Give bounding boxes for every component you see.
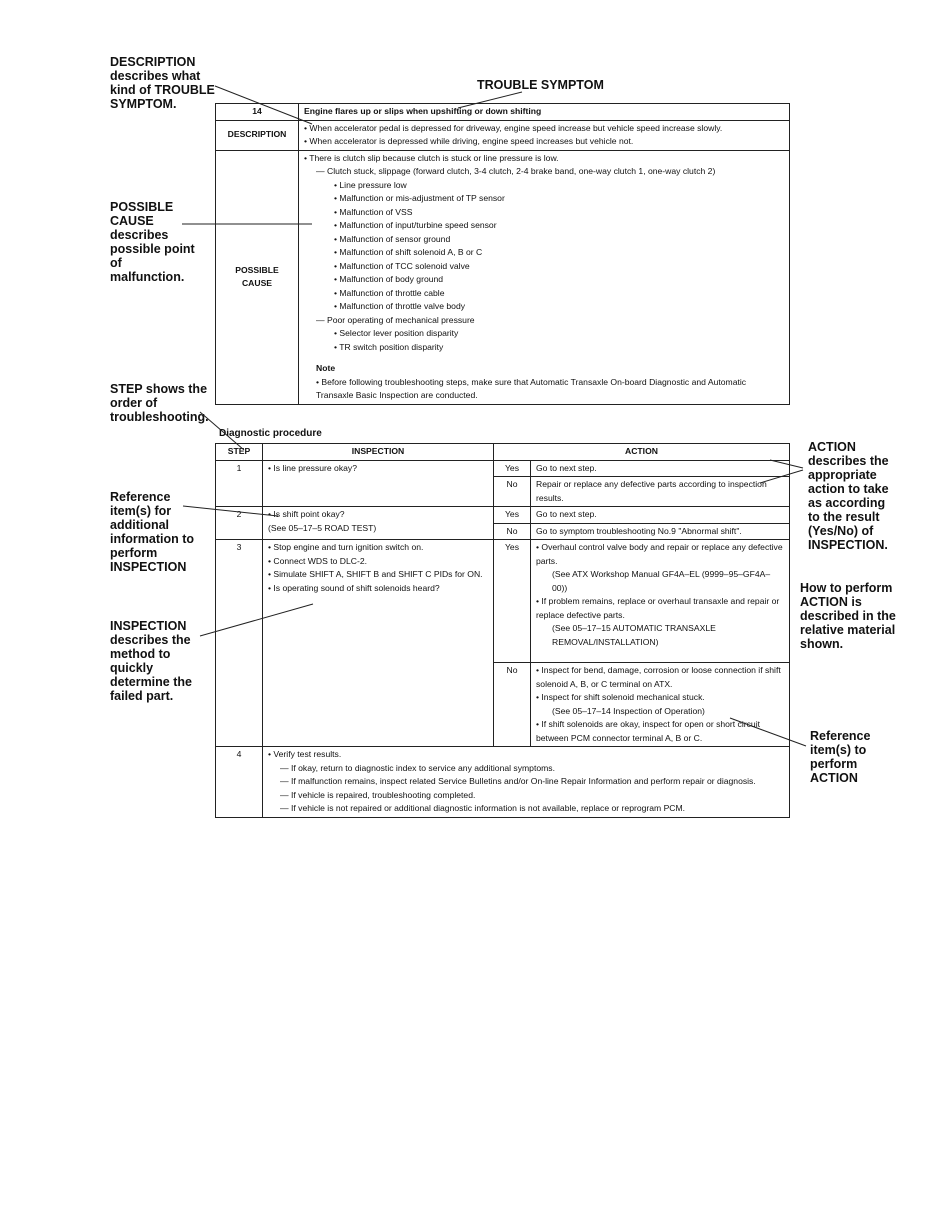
action-line: • If shift solenoids are okay, inspect for open or short circuit between PCM connector terminal A, B or C. [536,719,761,743]
cause-group-1: — Clutch stuck, slippage (forward clutch, 3-4 clutch, 2-4 brake band, one-way clutch 1, one-way clutch 2) [316,166,716,176]
action-line: • Overhaul control valve body and repair or replace any defective parts. [536,542,783,566]
action-text: Repair or replace any defective parts according to inspection results. [531,477,790,507]
action-reference: (See 05–17–14 Inspection of Operation) [552,705,705,716]
no-label: No [494,477,531,507]
cause-item: • Line pressure low [334,179,407,190]
action-text: Go to next step. [531,460,790,477]
action-line: • Inspect for shift solenoid mechanical stuck. [536,692,705,702]
cause-item: • Malfunction of VSS [334,206,413,217]
cause-item: • Selector lever position disparity [334,328,459,338]
diagnostic-header-row [216,444,790,461]
yes-label: Yes [494,460,531,477]
step-number: 2 [216,507,263,540]
cause-item: • TR switch position disparity [334,341,444,352]
inspection-reference: (See 05–17–5 ROAD TEST) [268,522,377,533]
action-reference: (See ATX Workshop Manual GF4A–EL (9999–95–GF4A–00)) [552,569,771,593]
action-reference: (See 05–17–15 AUTOMATIC TRANSAXLE REMOVAL/INSTALLATION) [552,623,716,647]
no-label: No [494,663,531,747]
callout-possible-cause: POSSIBLE CAUSE describes possible point of malfunction. [110,200,195,284]
cause-group-2: — Poor operating of mechanical pressure [316,314,475,325]
callout-how-to-perform: How to perform ACTION is described in the relative material shown. [800,581,896,651]
cause-item: • Malfunction of body ground [334,274,444,284]
possible-cause-label: POSSIBLE CAUSE [216,150,299,404]
step-inspection [263,507,494,540]
action-line: • Inspect for bend, damage, corrosion or loose connection if shift solenoid A, B, or C terminal on ATX. [536,665,781,689]
header-action: ACTION [494,444,790,461]
symptom-number: 14 [216,104,299,121]
inspection-line: • Simulate SHIFT A, SHIFT B and SHIFT C PIDs for ON. [268,569,483,579]
possible-cause-content [299,150,790,404]
inspection-line: • Is operating sound of shift solenoids heard? [268,582,440,593]
callout-reference-inspection: Reference item(s) for additional information to perform INSPECTION [110,490,195,574]
cause-item: • Malfunction or mis-adjustment of TP sensor [334,193,505,203]
note-text: • Before following troubleshooting steps, make sure that Automatic Transaxle On-board Diagnostic and Automatic Transaxle Basic Inspection are conducted. [316,376,747,400]
action-line: • If problem remains, replace or overhaul transaxle and repair or replace defective parts. [536,596,780,620]
cause-item: • Malfunction of throttle cable [334,287,445,298]
action-text: Go to next step. [531,507,790,524]
step3-yes-row [216,540,790,663]
possible-cause-row [216,150,790,404]
cause-item: • Malfunction of TCC solenoid valve [334,260,470,271]
inspection-line: — If malfunction remains, inspect related Service Bulletins and/or On-line Repair Information and perform repair or diagnosis. [280,776,756,786]
callout-description: DESCRIPTION describes what kind of TROUBLE SYMPTOM. [110,55,215,111]
cause-item: • Malfunction of throttle valve body [334,301,466,311]
inspection-line: • Verify test results. [268,749,342,759]
callout-inspection: INSPECTION describes the method to quickly determine the failed part. [110,619,192,703]
description-line: • When accelerator is depressed while driving, engine speed increases but vehicle not. [304,136,634,146]
description-label: DESCRIPTION [216,120,299,150]
step-number: 4 [216,747,263,818]
note-label: Note [316,363,336,373]
step-inspection [263,540,494,747]
cause-intro: • There is clutch slip because clutch is stuck or line pressure is low. [304,152,559,163]
description-line: • When accelerator pedal is depressed for driveway, engine speed increase but vehicle speed increase slowly. [304,122,723,133]
header-step: STEP [216,444,263,461]
step-inspection: • Is line pressure okay? [263,460,494,507]
cause-item: • Malfunction of input/turbine speed sensor [334,220,497,230]
inspection-line: • Connect WDS to DLC-2. [268,555,368,566]
inspection-line: — If okay, return to diagnostic index to service any additional symptoms. [280,762,555,773]
diagnostic-table [215,443,790,818]
inspection-line: • Is shift point okay? [268,509,345,519]
symptom-table [215,103,790,405]
step1-yes-row [216,460,790,477]
diagnostic-title: Diagnostic procedure [219,428,322,439]
yes-label: Yes [494,507,531,524]
inspection-line: — If vehicle is repaired, troubleshooting completed. [280,789,476,800]
cause-item: • Malfunction of shift solenoid A, B or C [334,247,483,257]
action-text [531,663,790,747]
callout-reference-action: Reference item(s) to perform ACTION [810,729,871,785]
step4-row [216,747,790,818]
no-label: No [494,523,531,540]
description-content [299,120,790,150]
step-inspection [263,747,790,818]
action-text: Go to symptom troubleshooting No.9 "Abnormal shift". [531,523,790,540]
callout-step: STEP shows the order of troubleshooting. [110,382,209,424]
symptom-header-row [216,104,790,121]
cause-item: • Malfunction of sensor ground [334,233,451,244]
callout-trouble-symptom: TROUBLE SYMPTOM [477,78,604,92]
yes-label: Yes [494,540,531,663]
callout-action: ACTION describes the appropriate action to take as according to the result (Yes/No) of INSPECTION. [808,440,889,552]
description-row [216,120,790,150]
step2-yes-row [216,507,790,524]
inspection-line: • Stop engine and turn ignition switch on. [268,542,424,552]
step-number: 1 [216,460,263,507]
symptom-title: Engine flares up or slips when upshifting or down shifting [299,104,790,121]
header-inspection: INSPECTION [263,444,494,461]
action-text [531,540,790,663]
inspection-line: — If vehicle is not repaired or additional diagnostic information is not available, replace or reprogram PCM. [280,803,686,813]
step-number: 3 [216,540,263,747]
